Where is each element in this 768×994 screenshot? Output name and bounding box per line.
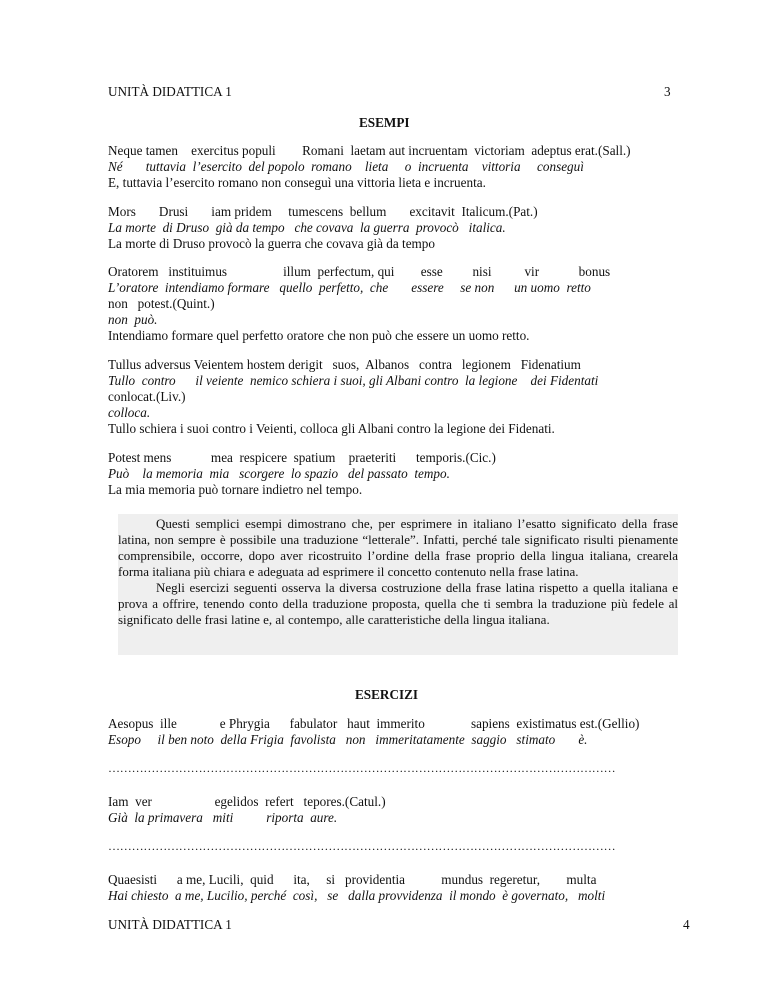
example-gloss-line: Tullo contro il veiente nemico schiera i suoi, gli Albani contro la legione dei Fidentati [108,373,599,388]
note-paragraph: Negli esercizi seguenti osserva la diversa costruzione della frase latina rispetto a quella italiana e prova a offrire, tenendo conto della traduzione proposta, quella che ti sembra la traduzione più fedele al significato delle frasi latine e, al contempo, alle caratteristiche della lingua italiana. [118,580,678,627]
exercise-latin-line: Iam ver egelidos refert tepores.(Catul.) [108,794,386,809]
answer-dotted-line[interactable]: ………………………………………………………………………………………………………………… [108,761,616,775]
example-translation: La mia memoria può tornare indietro nel tempo. [108,482,363,497]
explanation-note-box [118,514,678,655]
note-paragraph: Questi semplici esempi dimostrano che, per esprimere in italiano l’esatto significato della frase latina, non sempre è possibile una traduzione “letterale”. Infatti, perché tale significato risulti pienamente comprensibile, occorre, dopo aver ricostruito l’ordine della frase proprio della lingua italiana, crearela forma italiana più chiara e adeguata ad esprimere il concetto contenuto nella frase latina. [118,516,678,579]
running-footer-title: UNITÀ DIDATTICA 1 [108,917,232,932]
exercise-latin-line: Aesopus ille e Phrygia fabulator haut immerito sapiens existimatus est.(Gellio) [108,716,640,731]
example-latin-line-cont: conlocat.(Liv.) [108,389,186,404]
section-heading-esempi: ESEMPI [359,115,410,130]
example-translation: Intendiamo formare quel perfetto oratore che non può che essere un uomo retto. [108,328,530,343]
example-translation: La morte di Druso provocò la guerra che covava già da tempo [108,236,435,251]
example-gloss-line: L’oratore intendiamo formare quello perfetto, che essere se non un uomo retto [108,280,591,295]
example-gloss-line: La morte di Druso già da tempo che covava la guerra provocò italica. [108,220,506,235]
section-heading-esercizi: ESERCIZI [355,687,419,702]
exercise-latin-line: Quaesisti a me, Lucili, quid ita, si providentia mundus regeretur, multa [108,872,597,887]
example-latin-line: Potest mens mea respicere spatium praeteriti temporis.(Cic.) [108,450,496,465]
running-header-title: UNITÀ DIDATTICA 1 [108,84,232,99]
answer-dotted-line[interactable]: ………………………………………………………………………………………………………………… [108,839,616,853]
example-gloss-line-cont: non può. [108,312,158,327]
page-number: 4 [683,917,690,932]
example-gloss-line-cont: colloca. [108,405,151,420]
example-latin-line: Oratorem instituimus illum perfectum, qui esse nisi vir bonus [108,264,611,279]
example-latin-line-cont: non potest.(Quint.) [108,296,215,311]
exercise-gloss-line: Esopo il ben noto della Frigia favolista non immeritatamente saggio stimato è. [108,732,588,747]
example-gloss-line: Può la memoria mia scorgere lo spazio del passato tempo. [108,466,450,481]
example-latin-line: Mors Drusi iam pridem tumescens bellum excitavit Italicum.(Pat.) [108,204,538,219]
example-gloss-line: Né tuttavia l’esercito del popolo romano lieta o incruenta vittoria conseguì [108,159,584,174]
example-latin-line: Neque tamen exercitus populi Romani laetam aut incruentam victoriam adeptus erat.(Sall.) [108,143,631,158]
example-translation: E, tuttavia l’esercito romano non conseguì una vittoria lieta e incruenta. [108,175,486,190]
example-translation: Tullo schiera i suoi contro i Veienti, colloca gli Albani contro la legione dei Fidenati. [108,421,555,436]
example-latin-line: Tullus adversus Veientem hostem derigit suos, Albanos contra legionem Fidenatium [108,357,581,372]
page-number: 3 [664,84,671,99]
exercise-gloss-line: Hai chiesto a me, Lucilio, perché così, se dalla provvidenza il mondo è governato, molti [108,888,606,903]
exercise-gloss-line: Già la primavera miti riporta aure. [108,810,338,825]
